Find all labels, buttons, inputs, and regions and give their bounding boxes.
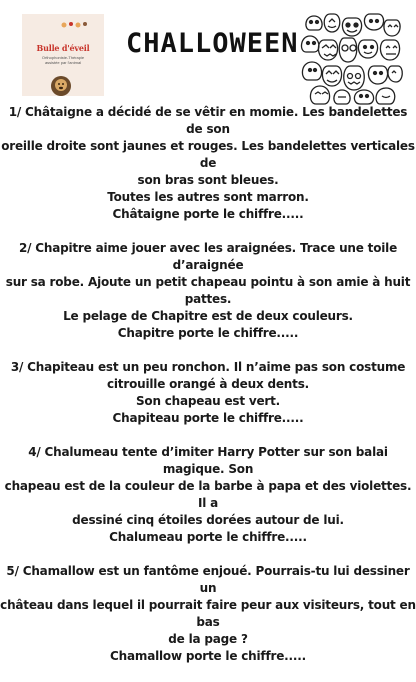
riddle-paragraph (0, 104, 416, 223)
text-line: sur sa robe. Ajoute un petit chapeau pointu à son amie à huit (5, 275, 411, 289)
text-line: 4/ Chalumeau tente d’imiter Harry Potter sur son balai magique. Son (28, 445, 388, 476)
text-line: Châtaigne porte le chiffre..... (112, 207, 304, 221)
page-title: CHALLOWEEN (126, 28, 299, 59)
text-line: Le pelage de Chapitre est de deux couleurs. (63, 309, 353, 323)
text-line: chapeau est de la couleur de la barbe à papa et des violettes. Il a (4, 479, 412, 510)
text-line: de la page ? (168, 632, 248, 646)
text-line: son bras sont bleues. (137, 173, 279, 187)
riddle-paragraph (0, 359, 416, 427)
text-line: 1/ Châtaigne a décidé de se vêtir en momie. Les bandelettes de son (8, 105, 408, 136)
text-line: Chalumeau porte le chiffre..... (109, 530, 307, 544)
text-line: Chapitre porte le chiffre..... (117, 326, 299, 340)
logo (22, 14, 104, 96)
text-line: Chamallow porte le chiffre..... (110, 649, 306, 663)
riddle-paragraph (0, 563, 416, 665)
logo-subtitle: assistée par l'animal (44, 60, 82, 65)
text-line: 2/ Chapitre aime jouer avec les araignées. Trace une toile d’araignée (18, 241, 398, 272)
logo-subtitle: Orthophoniste-Thérapie (41, 55, 85, 60)
text-line: Son chapeau est vert. (135, 394, 281, 408)
page-header (0, 0, 416, 104)
text-line: 5/ Chamallow est un fantôme enjoué. Pourrais-tu lui dessiner un (6, 564, 410, 595)
text-line: Chapiteau porte le chiffre..... (112, 411, 304, 425)
text-line: 3/ Chapiteau est un peu ronchon. Il n’aime pas son costume (10, 360, 406, 374)
riddle-paragraph (0, 240, 416, 342)
text-line: dessiné cinq étoiles dorées autour de lui. (72, 513, 344, 527)
logo-photo-icon (51, 76, 71, 96)
logo-dots-icon (60, 20, 90, 30)
text-line: oreille droite sont jaunes et rouges. Les bandelettes verticales de (1, 139, 415, 170)
riddle-paragraph (0, 444, 416, 546)
pumpkin-ghost-doodle-icon (300, 10, 404, 106)
text-line: citrouille orangé à deux dents. (106, 377, 309, 391)
text-line: château dans lequel il pourrait faire peur aux visiteurs, tout en bas (0, 598, 416, 629)
text-line: Toutes les autres sont marron. (107, 190, 309, 204)
riddle-text (0, 104, 416, 682)
logo-title: Bulle d'éveil (36, 43, 90, 53)
text-line: pattes. (184, 292, 232, 306)
